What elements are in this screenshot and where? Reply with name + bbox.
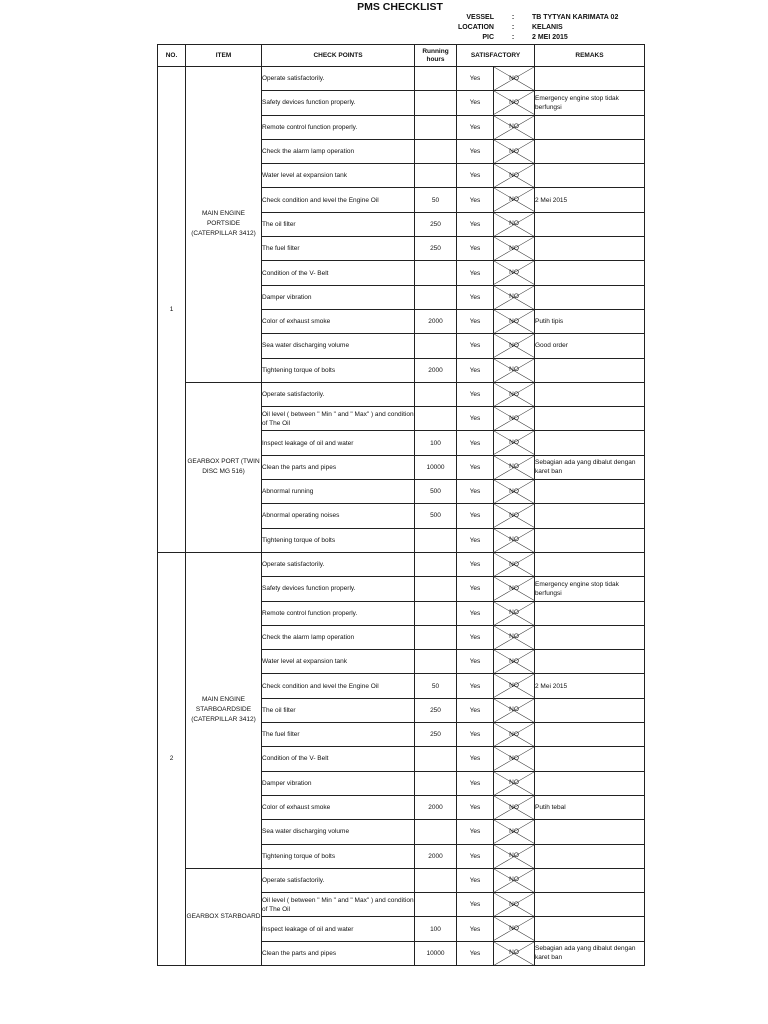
remarks bbox=[535, 820, 645, 844]
satisfactory-no-label: NO bbox=[509, 244, 519, 252]
satisfactory-no-label: NO bbox=[509, 949, 519, 957]
running-hours bbox=[415, 334, 457, 358]
check-point: Water level at expansion tank bbox=[262, 164, 415, 188]
satisfactory-yes: Yes bbox=[457, 431, 494, 455]
satisfactory-yes: Yes bbox=[457, 650, 494, 674]
remarks bbox=[535, 261, 645, 285]
running-hours bbox=[415, 285, 457, 309]
remarks: Putih tebal bbox=[535, 795, 645, 819]
satisfactory-yes: Yes bbox=[457, 893, 494, 917]
satisfactory-yes: Yes bbox=[457, 795, 494, 819]
satisfactory-no-label: NO bbox=[509, 366, 519, 374]
running-hours: 10000 bbox=[415, 941, 457, 965]
remarks bbox=[535, 358, 645, 382]
running-hours: 2000 bbox=[415, 795, 457, 819]
satisfactory-no bbox=[494, 723, 535, 747]
satisfactory-no bbox=[494, 212, 535, 236]
satisfactory-yes: Yes bbox=[457, 67, 494, 91]
satisfactory-no bbox=[494, 431, 535, 455]
check-point: Remote control function properly. bbox=[262, 601, 415, 625]
remarks bbox=[535, 164, 645, 188]
satisfactory-no-label: NO bbox=[509, 196, 519, 204]
satisfactory-no-label: NO bbox=[509, 74, 519, 82]
satisfactory-yes: Yes bbox=[457, 115, 494, 139]
running-hours bbox=[415, 820, 457, 844]
remarks bbox=[535, 723, 645, 747]
meta-pic-value: 2 MEI 2015 bbox=[532, 34, 568, 41]
running-hours bbox=[415, 164, 457, 188]
remarks bbox=[535, 212, 645, 236]
satisfactory-no bbox=[494, 941, 535, 965]
satisfactory-no-label: NO bbox=[509, 439, 519, 447]
running-hours: 250 bbox=[415, 698, 457, 722]
remarks bbox=[535, 771, 645, 795]
check-point: Color of exhaust smoke bbox=[262, 309, 415, 333]
group-number: 1 bbox=[158, 67, 186, 553]
remarks bbox=[535, 601, 645, 625]
running-hours: 250 bbox=[415, 237, 457, 261]
meta-location bbox=[436, 23, 563, 33]
satisfactory-no-label: NO bbox=[509, 147, 519, 155]
check-point: The fuel filter bbox=[262, 237, 415, 261]
satisfactory-yes: Yes bbox=[457, 139, 494, 163]
running-hours: 500 bbox=[415, 504, 457, 528]
check-point: The fuel filter bbox=[262, 723, 415, 747]
meta-pic-sep: : bbox=[511, 34, 515, 41]
satisfactory-yes: Yes bbox=[457, 528, 494, 552]
satisfactory-no bbox=[494, 285, 535, 309]
satisfactory-no bbox=[494, 625, 535, 649]
satisfactory-no bbox=[494, 601, 535, 625]
satisfactory-yes: Yes bbox=[457, 237, 494, 261]
remarks bbox=[535, 844, 645, 868]
satisfactory-no-label: NO bbox=[509, 171, 519, 179]
check-point: The oil filter bbox=[262, 212, 415, 236]
remarks bbox=[535, 917, 645, 941]
satisfactory-no-label: NO bbox=[509, 98, 519, 106]
satisfactory-no-label: NO bbox=[509, 269, 519, 277]
satisfactory-no-label: NO bbox=[509, 803, 519, 811]
satisfactory-yes: Yes bbox=[457, 941, 494, 965]
remarks bbox=[535, 480, 645, 504]
check-point: Sea water discharging volume bbox=[262, 820, 415, 844]
satisfactory-no-label: NO bbox=[509, 682, 519, 690]
running-hours bbox=[415, 577, 457, 601]
remarks bbox=[535, 285, 645, 309]
satisfactory-no bbox=[494, 844, 535, 868]
satisfactory-yes: Yes bbox=[457, 771, 494, 795]
check-point: Damper vibration bbox=[262, 771, 415, 795]
check-point: Inspect leakage of oil and water bbox=[262, 917, 415, 941]
satisfactory-yes: Yes bbox=[457, 334, 494, 358]
satisfactory-no bbox=[494, 552, 535, 576]
satisfactory-no bbox=[494, 91, 535, 115]
satisfactory-no-label: NO bbox=[509, 730, 519, 738]
check-point: Check condition and level the Engine Oil bbox=[262, 674, 415, 698]
satisfactory-no-label: NO bbox=[509, 317, 519, 325]
satisfactory-no bbox=[494, 67, 535, 91]
satisfactory-no bbox=[494, 115, 535, 139]
check-point: Operate satisfactorily. bbox=[262, 868, 415, 892]
running-hours: 2000 bbox=[415, 844, 457, 868]
col-header-running-hours: Running hours bbox=[415, 45, 457, 67]
checklist-table bbox=[157, 44, 645, 966]
running-hours: 2000 bbox=[415, 358, 457, 382]
remarks bbox=[535, 115, 645, 139]
meta-location-label: LOCATION bbox=[457, 24, 494, 31]
satisfactory-no-label: NO bbox=[509, 827, 519, 835]
running-hours: 10000 bbox=[415, 455, 457, 479]
satisfactory-yes: Yes bbox=[457, 674, 494, 698]
satisfactory-no bbox=[494, 917, 535, 941]
check-point: Operate satisfactorily. bbox=[262, 67, 415, 91]
col-header-remarks: REMAKS bbox=[535, 45, 645, 67]
remarks: Sebagian ada yang dibalut dengan karet ban bbox=[535, 455, 645, 479]
check-point: Tightening torque of bolts bbox=[262, 528, 415, 552]
remarks bbox=[535, 528, 645, 552]
running-hours bbox=[415, 625, 457, 649]
running-hours bbox=[415, 382, 457, 406]
satisfactory-no bbox=[494, 698, 535, 722]
satisfactory-no bbox=[494, 674, 535, 698]
table-row bbox=[158, 382, 645, 406]
satisfactory-yes: Yes bbox=[457, 868, 494, 892]
check-point: Safety devices function properly. bbox=[262, 91, 415, 115]
satisfactory-yes: Yes bbox=[457, 552, 494, 576]
satisfactory-yes: Yes bbox=[457, 820, 494, 844]
running-hours bbox=[415, 261, 457, 285]
satisfactory-no-label: NO bbox=[509, 754, 519, 762]
satisfactory-yes: Yes bbox=[457, 917, 494, 941]
satisfactory-no bbox=[494, 309, 535, 333]
running-hours: 100 bbox=[415, 431, 457, 455]
check-point: Condition of the V- Belt bbox=[262, 747, 415, 771]
meta-location-value: KELANIS bbox=[532, 24, 563, 31]
satisfactory-no bbox=[494, 358, 535, 382]
check-point: Check the alarm lamp operation bbox=[262, 625, 415, 649]
satisfactory-no-label: NO bbox=[509, 657, 519, 665]
satisfactory-no-label: NO bbox=[509, 779, 519, 787]
satisfactory-yes: Yes bbox=[457, 309, 494, 333]
satisfactory-yes: Yes bbox=[457, 747, 494, 771]
table-header-row bbox=[158, 45, 645, 67]
satisfactory-yes: Yes bbox=[457, 455, 494, 479]
check-point: Tightening torque of bolts bbox=[262, 358, 415, 382]
remarks: Putih tipis bbox=[535, 309, 645, 333]
remarks bbox=[535, 698, 645, 722]
page-title: PMS CHECKLIST bbox=[357, 1, 443, 13]
check-point: Check the alarm lamp operation bbox=[262, 139, 415, 163]
check-point: Operate satisfactorily. bbox=[262, 382, 415, 406]
check-point: Damper vibration bbox=[262, 285, 415, 309]
check-point: Sea water discharging volume bbox=[262, 334, 415, 358]
satisfactory-no-label: NO bbox=[509, 414, 519, 422]
equipment-item: GEARBOX STARBOARD bbox=[186, 868, 262, 965]
running-hours: 250 bbox=[415, 212, 457, 236]
remarks bbox=[535, 747, 645, 771]
meta-vessel bbox=[436, 13, 618, 23]
remarks bbox=[535, 237, 645, 261]
satisfactory-no-label: NO bbox=[509, 511, 519, 519]
running-hours: 50 bbox=[415, 674, 457, 698]
satisfactory-no bbox=[494, 188, 535, 212]
col-header-satisfactory: SATISFACTORY bbox=[457, 45, 535, 67]
satisfactory-yes: Yes bbox=[457, 625, 494, 649]
running-hours: 100 bbox=[415, 917, 457, 941]
satisfactory-yes: Yes bbox=[457, 504, 494, 528]
satisfactory-yes: Yes bbox=[457, 285, 494, 309]
col-header-item: ITEM bbox=[186, 45, 262, 67]
remarks bbox=[535, 504, 645, 528]
equipment-item: GEARBOX PORT (TWIN DISC MG 516) bbox=[186, 382, 262, 552]
running-hours bbox=[415, 868, 457, 892]
remarks bbox=[535, 139, 645, 163]
check-point: Oil level ( between " Min " and " Max" ) and condition of The Oil bbox=[262, 407, 415, 431]
remarks bbox=[535, 893, 645, 917]
equipment-item: MAIN ENGINE PORTSIDE (CATERPILLAR 3412) bbox=[186, 67, 262, 383]
satisfactory-no-label: NO bbox=[509, 925, 519, 933]
satisfactory-no-label: NO bbox=[509, 220, 519, 228]
remarks: Emergency engine stop tidak berfungsi bbox=[535, 577, 645, 601]
satisfactory-no-label: NO bbox=[509, 463, 519, 471]
remarks bbox=[535, 407, 645, 431]
running-hours bbox=[415, 601, 457, 625]
remarks bbox=[535, 868, 645, 892]
satisfactory-no bbox=[494, 407, 535, 431]
running-hours: 250 bbox=[415, 723, 457, 747]
remarks bbox=[535, 382, 645, 406]
satisfactory-yes: Yes bbox=[457, 480, 494, 504]
satisfactory-yes: Yes bbox=[457, 358, 494, 382]
satisfactory-no-label: NO bbox=[509, 123, 519, 131]
satisfactory-no-label: NO bbox=[509, 852, 519, 860]
satisfactory-yes: Yes bbox=[457, 212, 494, 236]
satisfactory-yes: Yes bbox=[457, 261, 494, 285]
satisfactory-yes: Yes bbox=[457, 407, 494, 431]
satisfactory-no-label: NO bbox=[509, 560, 519, 568]
satisfactory-yes: Yes bbox=[457, 382, 494, 406]
satisfactory-no bbox=[494, 747, 535, 771]
satisfactory-no-label: NO bbox=[509, 584, 519, 592]
satisfactory-no bbox=[494, 504, 535, 528]
check-point: Abnormal running bbox=[262, 480, 415, 504]
satisfactory-no-label: NO bbox=[509, 609, 519, 617]
meta-location-sep: : bbox=[511, 24, 515, 31]
satisfactory-no bbox=[494, 455, 535, 479]
satisfactory-yes: Yes bbox=[457, 91, 494, 115]
running-hours: 50 bbox=[415, 188, 457, 212]
check-point: Clean the parts and pipes bbox=[262, 941, 415, 965]
running-hours: 500 bbox=[415, 480, 457, 504]
group-number: 2 bbox=[158, 552, 186, 965]
satisfactory-no bbox=[494, 139, 535, 163]
check-point: Safety devices function properly. bbox=[262, 577, 415, 601]
running-hours: 2000 bbox=[415, 309, 457, 333]
meta-vessel-value: TB TYTYAN KARIMATA 02 bbox=[532, 14, 619, 21]
check-point: Check condition and level the Engine Oil bbox=[262, 188, 415, 212]
meta-vessel-sep: : bbox=[511, 14, 515, 21]
check-point: Oil level ( between " Min " and " Max" ) and condition of The Oil bbox=[262, 893, 415, 917]
running-hours bbox=[415, 650, 457, 674]
satisfactory-no bbox=[494, 237, 535, 261]
running-hours bbox=[415, 528, 457, 552]
check-point: Abnormal operating noises bbox=[262, 504, 415, 528]
satisfactory-yes: Yes bbox=[457, 723, 494, 747]
check-point: The oil filter bbox=[262, 698, 415, 722]
table-row bbox=[158, 868, 645, 892]
remarks: 2 Mei 2015 bbox=[535, 188, 645, 212]
running-hours bbox=[415, 67, 457, 91]
satisfactory-yes: Yes bbox=[457, 188, 494, 212]
satisfactory-yes: Yes bbox=[457, 601, 494, 625]
col-header-check-points: CHECK POINTS bbox=[262, 45, 415, 67]
satisfactory-yes: Yes bbox=[457, 577, 494, 601]
satisfactory-yes: Yes bbox=[457, 844, 494, 868]
satisfactory-no bbox=[494, 820, 535, 844]
satisfactory-no-label: NO bbox=[509, 341, 519, 349]
check-point: Color of exhaust smoke bbox=[262, 795, 415, 819]
remarks: Emergency engine stop tidak berfungsi bbox=[535, 91, 645, 115]
running-hours bbox=[415, 893, 457, 917]
running-hours bbox=[415, 91, 457, 115]
check-point: Water level at expansion tank bbox=[262, 650, 415, 674]
satisfactory-no-label: NO bbox=[509, 536, 519, 544]
remarks: 2 Mei 2015 bbox=[535, 674, 645, 698]
remarks: Sebagian ada yang dibalut dengan karet ban bbox=[535, 941, 645, 965]
check-point: Clean the parts and pipes bbox=[262, 455, 415, 479]
equipment-item: MAIN ENGINE STARBOARDSIDE (CATERPILLAR 3412) bbox=[186, 552, 262, 868]
satisfactory-no-label: NO bbox=[509, 900, 519, 908]
check-point: Tightening torque of bolts bbox=[262, 844, 415, 868]
satisfactory-no bbox=[494, 650, 535, 674]
remarks bbox=[535, 552, 645, 576]
running-hours bbox=[415, 771, 457, 795]
remarks bbox=[535, 431, 645, 455]
satisfactory-no bbox=[494, 868, 535, 892]
satisfactory-no-label: NO bbox=[509, 487, 519, 495]
meta-pic-label: PIC bbox=[482, 34, 494, 41]
table-row bbox=[158, 552, 645, 576]
satisfactory-no-label: NO bbox=[509, 293, 519, 301]
remarks: Good order bbox=[535, 334, 645, 358]
remarks bbox=[535, 650, 645, 674]
satisfactory-no bbox=[494, 382, 535, 406]
satisfactory-no-label: NO bbox=[509, 706, 519, 714]
remarks bbox=[535, 625, 645, 649]
running-hours bbox=[415, 747, 457, 771]
meta-vessel-label: VESSEL bbox=[466, 14, 494, 21]
satisfactory-no-label: NO bbox=[509, 876, 519, 884]
check-point: Condition of the V- Belt bbox=[262, 261, 415, 285]
satisfactory-no bbox=[494, 771, 535, 795]
satisfactory-no bbox=[494, 334, 535, 358]
satisfactory-no bbox=[494, 893, 535, 917]
check-point: Inspect leakage of oil and water bbox=[262, 431, 415, 455]
satisfactory-no bbox=[494, 480, 535, 504]
satisfactory-no bbox=[494, 261, 535, 285]
satisfactory-no bbox=[494, 577, 535, 601]
satisfactory-no-label: NO bbox=[509, 633, 519, 641]
running-hours bbox=[415, 115, 457, 139]
meta-pic bbox=[436, 33, 568, 43]
running-hours bbox=[415, 407, 457, 431]
satisfactory-no-label: NO bbox=[509, 390, 519, 398]
col-header-no: NO. bbox=[158, 45, 186, 67]
table-row bbox=[158, 67, 645, 91]
running-hours bbox=[415, 139, 457, 163]
running-hours bbox=[415, 552, 457, 576]
checklist-body bbox=[158, 67, 645, 966]
satisfactory-no bbox=[494, 528, 535, 552]
satisfactory-yes: Yes bbox=[457, 698, 494, 722]
check-point: Operate satisfactorily. bbox=[262, 552, 415, 576]
satisfactory-no bbox=[494, 795, 535, 819]
remarks bbox=[535, 67, 645, 91]
satisfactory-no bbox=[494, 164, 535, 188]
satisfactory-yes: Yes bbox=[457, 164, 494, 188]
check-point: Remote control function properly. bbox=[262, 115, 415, 139]
